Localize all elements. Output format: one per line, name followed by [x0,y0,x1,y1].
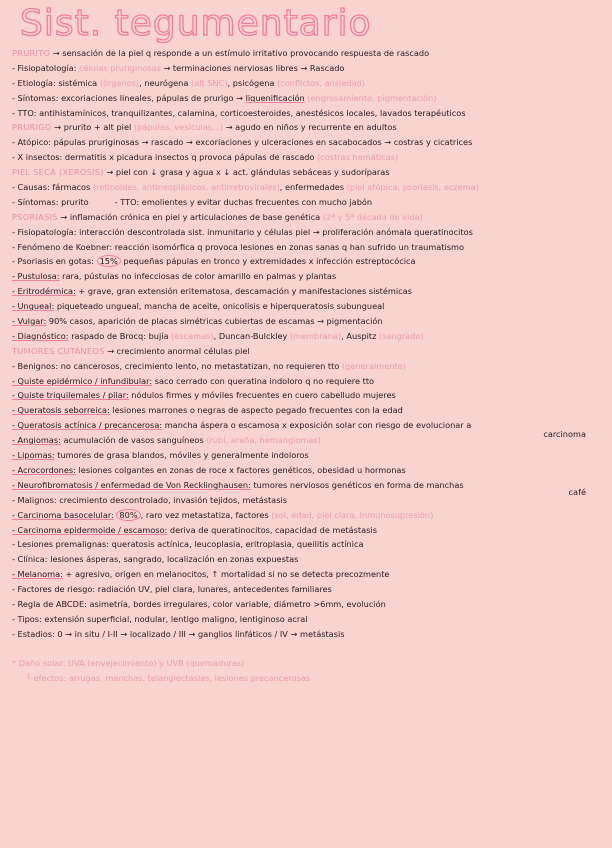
dano-solar-efectos: └ efectos: arrugas, manchas, telangiectasias, lesiones precancerosas [26,672,311,683]
psoriasis-ungueal: - Ungueal: piqueteado ungueal, mancha de aceite, onicolisis e hiperqueratosis subungueal [12,301,385,312]
psoriasis-vulgar: - Vulgar: 90% casos, aparición de placas simétricas cubiertas de escamas → pigmentación [12,316,383,327]
psoriasis-gotas: - Psoriasis en gotas: 15% pequeñas pápulas en tronco y extremidades x infección estreptocócica [12,256,416,267]
tumores-basocelular: - Carcinoma basocelular: 80% , raro vez metastatiza, factores (sol, edad, piel clara, inmunosupresión) [12,509,434,520]
tumores-clinica: - Clínica: lesiones ásperas, sangrado, localización en zonas expuestas [12,554,299,565]
insectos: - X insectos: dermatitis x picadura insectos q provoca pápulas de rascado (costras hemáticas) [12,152,399,163]
prurito-sint: - Síntomas: excoriaciones lineales, pápulas de prurigo → liquenificación (engrosamiento, pigmentación) [12,92,437,103]
dano-solar: * Daño solar: UVA (envejecimiento) y UVB (quemaduras) [12,657,245,668]
tumores-malignos: - Malignos: crecimiento descontrolado, invasión tejidos, metástasis café [12,486,586,505]
prurito-etio: - Etiología: sistémica (órganos), neurógena (alt SNC), psicógena (conflictos, ansiedad) [12,77,365,88]
prurito-def: PRURITO → sensación de la piel q responde a un estímulo irritativo provocando respuesta de rascado [12,48,430,58]
page-title: Sist. tegumentario [20,3,372,44]
piel-seca-sint: - Síntomas: prurito - TTO: emolientes y evitar duchas frecuentes con mucho jabón [12,196,373,207]
tumores-lipomas: - Lipomas: tumores de grasa blandos, móviles y generalmente indoloros [12,450,309,461]
tumores-seborreica: - Queratosis seborreica: lesiones marrones o negras de aspecto pegado frecuentes con la edad [12,405,403,416]
psoriasis-diagnostico: - Diagnóstico: raspado de Brocq: bujía (escamas), Duncan-Bulckley (membrana), Auspitz (sangrado) [12,330,424,341]
tumores-estadios: - Estadios: 0 → in situ / I-II → localizado / III → ganglios linfáticos / IV → metástasis [12,628,345,639]
tumores-pilar: - Quiste triquilemales / pilar: nódulos firmes y móviles frecuentes en cuero cabelludo mujeres [12,390,396,401]
tumores-tipos: - Tipos: extensión superficial, nodular, lentigo maligno, lentiginoso acral [12,613,308,624]
tumores-acrocordones: - Acrocordones: lesiones colgantes en zonas de roce x factores genéticos, obesidad u hormonas [12,464,406,475]
atopico: - Atópico: pápulas pruriginosas → rascado → excoriaciones y ulceraciones en sacabocados → costras y cicatrices [12,137,473,148]
psoriasis-eritrodermica: - Eritrodérmica: + grave, gran extensión eritematosa, descamación y manifestaciones sistémicas [12,286,412,297]
tumores-quiste: - Quiste epidérmico / infundibular: saco cerrado con queratina indoloro q no requiere tto [12,375,375,386]
psoriasis-pustulosa: - Pustulosa: rara, pústulas no infecciosas de color amarillo en palmas y plantas [12,271,337,282]
tumores-abcde: - Regla de ABCDE: asimetría, bordes irregulares, color variable, diámetro >6mm, evolución [12,598,386,609]
tumores-melanoma: - Melanoma: + agresivo, origen en melanocitos, ↑ mortalidad si no se detecta precozmente [12,569,390,580]
piel-seca-causas: - Causas: fármacos (retinoides, antineoplásicos, antirretrovirales), enfermedades (piel atópica, psoriasis, eczema) [12,182,479,193]
piel-seca-def: PIEL SECA (XEROSIS) → piel con ↓ grasa y agua x ↓ act. glándulas sebáceas y sudoríparas [12,167,390,178]
prurito-fisio: - Fisiopatología: células pruriginosas → terminaciones nerviosas libres → Rascado [12,62,345,73]
psoriasis-fisio: - Fisiopatología: interacción descontrolada sist. inmunitario y células piel → proliferación anómala queratinocitos [12,226,473,237]
prurigo: PRURIGO → prurito + alt piel (pápulas, vesículas...) → agudo en niños y recurrente en adultos [12,122,397,133]
section-gap [12,642,602,656]
prurito-tto: - TTO: antihistamínicos, tranquilizantes, calamina, corticoesteroides, anestésicos locales, lavados terapéuticos [12,107,466,118]
tumores-premalignas: - Lesiones premalignas: queratosis actínica, leucoplasia, eritroplasia, queilitis actínica [12,539,364,550]
tumores-epidermoide: - Carcinoma epidermoide / escamoso: deriva de queratinocitos, capacidad de metástasis [12,524,377,535]
tumores-def: TUMORES CUTÁNEOS → crecimiento anormal células piel [12,345,250,356]
tumores-neurofibromatosis: - Neurofibromatosis / enfermedad de Von Recklinghausen: tumores nerviosos genéticos en forma de manchas [12,479,464,490]
tumores-factores: - Factores de riesgo: radiación UV, piel clara, lunares, antecedentes familiares [12,584,332,595]
tumores-benignos: - Benignos: no cancerosos, crecimiento lento, no metastatizan, no requieren tto (generalmente) [12,360,406,371]
tumores-actinica: - Queratosis actínica / precancerosa: mancha áspera o escamosa x exposición solar con riesgo de evolucionar a [12,420,472,431]
psoriasis-koebner: - Fenómeno de Koebner: reacción isomórfica q provoca lesiones en zonas sanas q han sufrido un traumatismo [12,241,465,252]
tumores-angiomas: - Angiomas: acumulación de vasos sanguíneos (rubí, araña, hemangiomas) carcinoma [12,429,586,446]
psoriasis-def: PSORIASIS → inflamación crónica en piel y articulaciones de base genética (2ª y 5ª década de vida) [12,211,423,222]
